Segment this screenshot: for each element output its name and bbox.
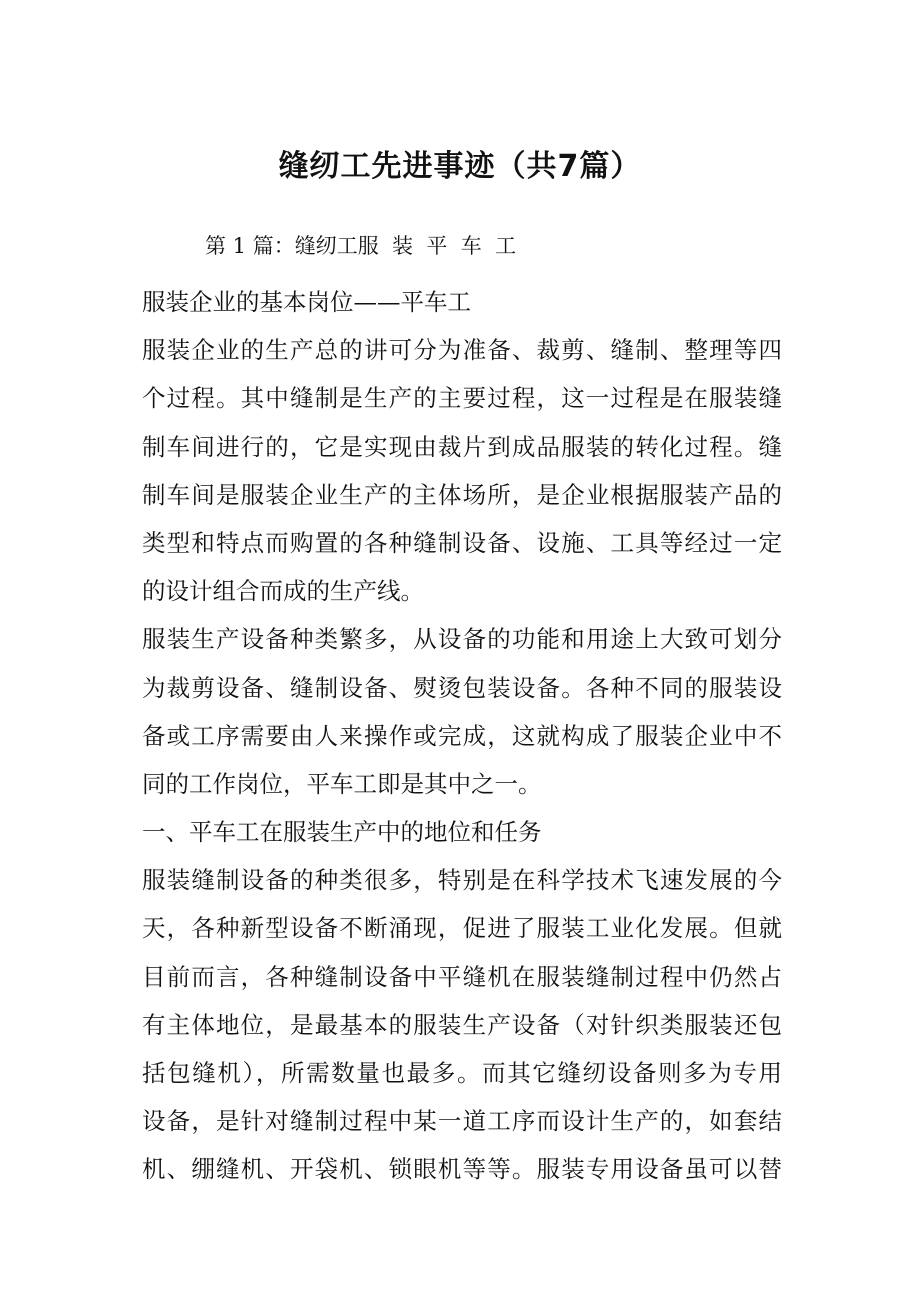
text-line: 机、绷缝机、开袋机、锁眼机等等。服装专用设备虽可以替 bbox=[142, 1155, 782, 1184]
text-line: 一、平车工在服装生产中的地位和任务 bbox=[142, 818, 542, 847]
text-line: 服装企业的基本岗位——平车工 bbox=[142, 288, 471, 316]
text-line: 个过程。其中缝制是生产的主要过程，这一过程是在服装缝 bbox=[142, 384, 782, 413]
text-line: 服装缝制设备的种类很多，特别是在科学技术飞速发展的今 bbox=[142, 866, 782, 895]
chapter-heading: 第 1 篇：缝纫工服 装 平 车 工 bbox=[205, 234, 517, 258]
text-line: 服装企业的生产总的讲可分为准备、裁剪、缝制、整理等四 bbox=[142, 336, 782, 365]
text-line: 目前而言，各种缝制设备中平缝机在服装缝制过程中仍然占 bbox=[142, 962, 782, 991]
document-title: 缝纫工先进事迹（共7篇） bbox=[278, 149, 642, 184]
text-line: 有主体地位，是最基本的服装生产设备（对针织类服装还包 bbox=[142, 1010, 782, 1039]
text-line: 类型和特点而购置的各种缝制设备、设施、工具等经过一定 bbox=[142, 528, 782, 557]
text-line: 设备，是针对缝制过程中某一道工序而设计生产的，如套结 bbox=[142, 1107, 782, 1136]
text-line: 同的工作岗位，平车工即是其中之一。 bbox=[142, 769, 542, 798]
text-line: 的设计组合而成的生产线。 bbox=[142, 577, 424, 606]
text-line: 服装生产设备种类繁多，从设备的功能和用途上大致可划分 bbox=[142, 625, 782, 654]
text-line: 括包缝机），所需数量也最多。而其它缝纫设备则多为专用 bbox=[142, 1059, 782, 1087]
text-line: 制车间是服装企业生产的主体场所，是企业根据服装产品的 bbox=[142, 480, 782, 509]
text-line: 天，各种新型设备不断涌现，促进了服装工业化发展。但就 bbox=[142, 914, 782, 943]
text-line: 为裁剪设备、缝制设备、熨烫包装设备。各种不同的服装设 bbox=[142, 673, 782, 702]
text-line: 制车间进行的，它是实现由裁片到成品服装的转化过程。缝 bbox=[142, 432, 782, 461]
body-text bbox=[142, 278, 782, 1194]
text-line: 备或工序需要由人来操作或完成，这就构成了服装企业中不 bbox=[142, 721, 782, 750]
